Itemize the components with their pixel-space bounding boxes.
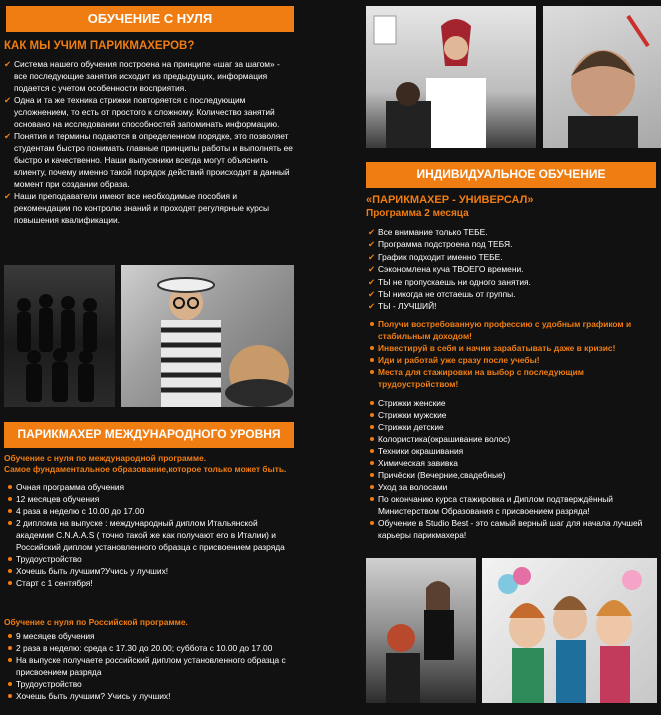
program-title: «ПАРИКМАХЕР - УНИВЕРСАЛ»	[366, 194, 534, 206]
intl-item: 2 диплома на выпуске : международный диплом Итальянской академии C.N.A.A.S ( точно такой же как получают его в Италии) и Российский диплом установленного образца с присвоением разряда	[6, 517, 292, 553]
banner-zero-training: ОБУЧЕНИЕ С НУЛЯ	[6, 6, 294, 32]
intl-intro	[4, 453, 300, 475]
benefit-item: ✔ Сэкономлена куча ТВОЕГО времени.	[368, 263, 656, 275]
intl-item: Старт с 1 сентября!	[6, 577, 292, 589]
ru-item: Хочешь быть лучшим? Учись у лучших!	[6, 690, 292, 702]
ru-list	[6, 630, 292, 702]
ru-item: 2 раза в неделю: среда с 17.30 до 20.00; суббота с 10.00 до 17.00	[6, 642, 292, 654]
course-item: Стрижки мужские	[368, 409, 656, 421]
intl-intro-line1: Обучение с нуля по международной программе.	[4, 453, 207, 463]
intl-item: 4 раза в неделю с 10.00 до 17.00	[6, 505, 292, 517]
ru-item: Трудоустройство	[6, 678, 292, 690]
course-list	[368, 397, 656, 541]
course-item: Колористика(окрашивание волос)	[368, 433, 656, 445]
promo-item: Инвестируй в себя и начни зарабатывать даже в кризис!	[368, 342, 656, 354]
ru-heading: Обучение с нуля по Российской программе.	[4, 617, 188, 627]
photo-team	[4, 265, 115, 407]
intl-intro-line2: Самое фундаментальное образование,которое только может быть.	[4, 464, 287, 474]
course-item: Причёски (Вечерние,свадебные)	[368, 469, 656, 481]
photo-stylist	[121, 265, 294, 407]
course-item: Стрижки детские	[368, 421, 656, 433]
promo-item: Иди и работай уже сразу после учебы!	[368, 354, 656, 366]
course-item: Уход за волосами	[368, 481, 656, 493]
intl-item: Очная программа обучения	[6, 481, 292, 493]
benefit-item: ✔ Программа подстроена под ТЕБЯ.	[368, 238, 656, 250]
how-list	[4, 58, 294, 226]
course-item: Химическая завивка	[368, 457, 656, 469]
course-item: Стрижки женские	[368, 397, 656, 409]
promo-item: Получи востребованную профессию с удобным графиком и стабильным доходом!	[368, 318, 656, 342]
how-item: ✔ Понятия и термины подаются в определенном порядке, это позволяет студентам быстро понимать главные принципы работы и выполнять ее быстро и качественно. Наши выпускники всегда могут объяснить клиенту, почему именно такой порядок действий происходит в данный момент при создании образа.	[4, 130, 294, 190]
photo-hairstyles	[482, 558, 657, 703]
how-item: ✔ Наши преподаватели имеют все необходимые пособия и рекомендации по контролю знаний и проходят регулярные курсы повышения квалификации.	[4, 190, 294, 226]
how-item: ✔ Одна и та же техника стрижки повторяется с последующим усложнением, то есть от простого к сложному. Количество занятий основано на исследовании способностей запоминать информацию.	[4, 94, 294, 130]
how-heading: КАК МЫ УЧИМ ПАРИКМАХЕРОВ?	[4, 40, 195, 52]
promo-list	[368, 318, 656, 390]
ru-item: 9 месяцев обучения	[6, 630, 292, 642]
benefit-item: ✔ ТЫ не пропускаешь ни одного занятия.	[368, 276, 656, 288]
course-item: По окончанию курса стажировка и Диплом подтверждённый Министерством Образования с присвоением разряда!	[368, 493, 656, 517]
program-subtitle: Программа 2 месяца	[366, 208, 469, 219]
barber-illustration	[543, 6, 661, 148]
benefit-item: ✔ Все внимание только ТЕБЕ.	[368, 226, 656, 238]
intl-item: 12 месяцев обучения	[6, 493, 292, 505]
intl-list	[6, 481, 292, 589]
benefit-list	[368, 226, 656, 313]
banner-international: ПАРИКМАХЕР МЕЖДУНАРОДНОГО УРОВНЯ	[4, 422, 294, 448]
hairstyles-illustration	[482, 558, 657, 703]
photo-training-room	[366, 558, 476, 703]
benefit-item: ✔ ТЫ никогда не отстаешь от группы.	[368, 288, 656, 300]
training-room-illustration	[366, 558, 476, 703]
salon-teacher-illustration	[366, 6, 536, 148]
intl-item: Трудоустройство	[6, 553, 292, 565]
how-item: ✔ Система нашего обучения построена на принципе «шаг за шагом» - все последующие занятия исходит из предыдущих, информация подается с учетом особенности восприятия.	[4, 58, 294, 94]
course-item: Техники окрашивания	[368, 445, 656, 457]
course-item: Обучение в Studio Best - это самый верный шаг для начала лучшей карьеры парикмахера!	[368, 517, 656, 541]
photo-barber	[543, 6, 661, 148]
stylist-illustration	[121, 265, 294, 407]
banner-individual: ИНДИВИДУАЛЬНОЕ ОБУЧЕНИЕ	[366, 162, 656, 188]
ru-item: На выпуске получаете российский диплом установленного образца с присвоением разряда	[6, 654, 292, 678]
benefit-item: ✔ График подходит именно ТЕБЕ.	[368, 251, 656, 263]
team-silhouettes	[4, 265, 115, 407]
photo-salon-teacher	[366, 6, 536, 148]
benefit-item: ✔ ТЫ - ЛУЧШИЙ!	[368, 300, 656, 312]
intl-item: Хочешь быть лучшим?Учись у лучших!	[6, 565, 292, 577]
promo-item: Места для стажировки на выбор с последующим трудоустройством!	[368, 366, 656, 390]
